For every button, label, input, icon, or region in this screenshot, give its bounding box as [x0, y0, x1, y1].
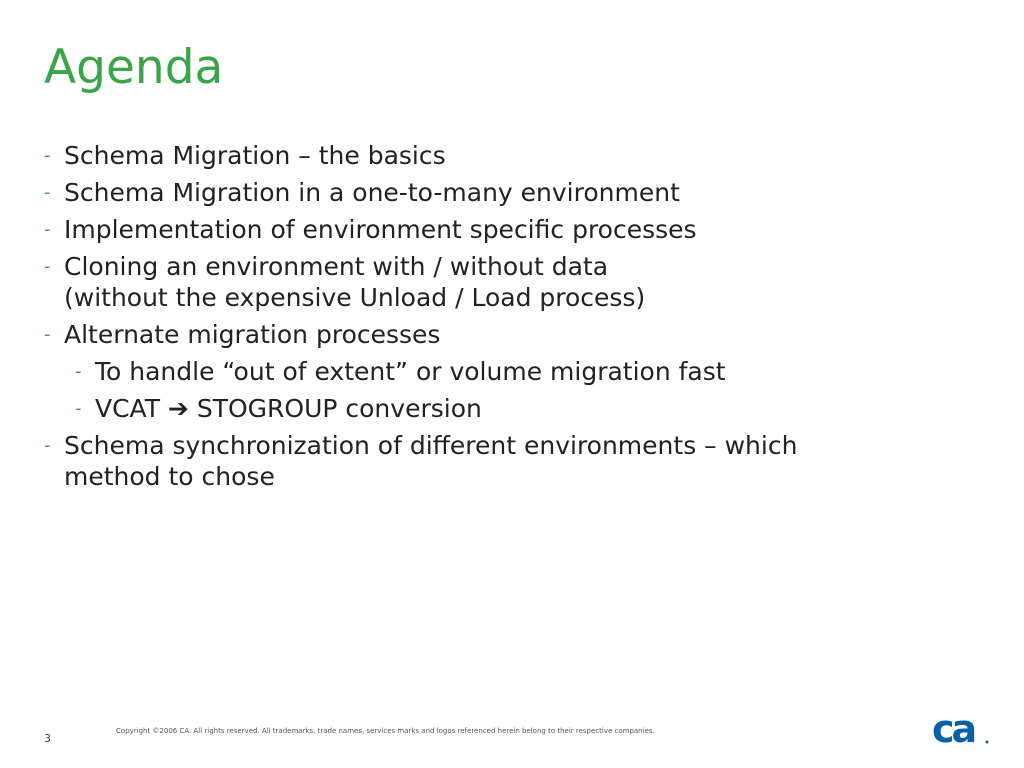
bullet-item: [44, 430, 974, 492]
sub-bullet-text: To handle “out of extent” or volume migration fast: [95, 357, 726, 386]
bullet-text-continued: (without the expensive Unload / Load process): [64, 283, 646, 312]
page-number: 3: [44, 732, 51, 745]
bullet-text: Implementation of environment specific processes: [64, 215, 697, 244]
bullet-dash-icon: -: [44, 145, 51, 166]
bullet-dash-icon: -: [75, 361, 82, 382]
bullet-text: Cloning an environment with / without data: [64, 252, 609, 281]
bullet-text: Schema synchronization of different environments – which: [64, 431, 798, 460]
bullet-dash-icon: -: [44, 256, 51, 277]
sub-bullet-item: [44, 393, 974, 424]
bullet-item: [44, 214, 974, 245]
bullet-dash-icon: -: [44, 435, 51, 456]
ca-logo-icon: [930, 710, 992, 750]
sub-bullet-text: VCAT ➔ STOGROUP conversion: [95, 394, 482, 423]
sub-bullet-item: [44, 356, 974, 387]
bullet-list: [44, 140, 974, 498]
bullet-item: [44, 319, 974, 350]
bullet-dash-icon: -: [44, 219, 51, 240]
bullet-dash-icon: -: [44, 324, 51, 345]
bullet-text: Schema Migration in a one-to-many environment: [64, 178, 680, 207]
bullet-text-continued: method to chose: [64, 462, 275, 491]
bullet-item: [44, 251, 974, 313]
copyright-notice: Copyright ©2006 CA. All rights reserved. All trademarks, trade names, services marks and logos referenced herein belong to their respective companies.: [116, 727, 655, 735]
svg-text:ca: ca: [932, 710, 975, 750]
bullet-item: [44, 140, 974, 171]
bullet-text: Schema Migration – the basics: [64, 141, 446, 170]
bullet-item: [44, 177, 974, 208]
bullet-text: Alternate migration processes: [64, 320, 441, 349]
slide-title: Agenda: [44, 40, 224, 95]
bullet-dash-icon: -: [44, 182, 51, 203]
bullet-dash-icon: -: [75, 398, 82, 419]
